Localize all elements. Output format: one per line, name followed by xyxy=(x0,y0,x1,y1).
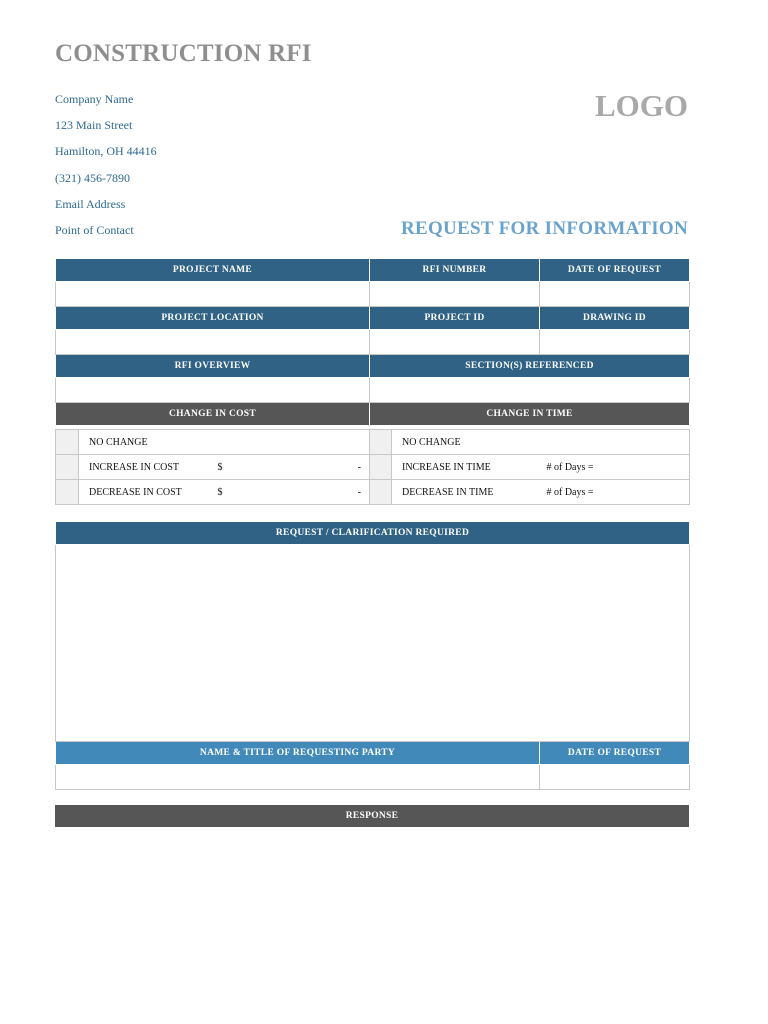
rfi-overview-field[interactable] xyxy=(56,378,370,403)
days-field[interactable]: # of Days = xyxy=(547,480,690,505)
increase-cost-checkbox[interactable] xyxy=(56,455,79,480)
table-row xyxy=(56,430,690,455)
cost-amount-field[interactable] xyxy=(318,430,370,455)
date-of-request-header: DATE OF REQUEST xyxy=(540,259,690,282)
project-name-field[interactable] xyxy=(56,282,370,307)
table-row xyxy=(56,480,690,505)
cost-currency: $ xyxy=(218,480,318,505)
no-change-cost-checkbox[interactable] xyxy=(56,430,79,455)
drawing-id-header: DRAWING ID xyxy=(540,307,690,330)
change-in-time-header: CHANGE IN TIME xyxy=(370,403,690,426)
project-location-header: PROJECT LOCATION xyxy=(56,307,370,330)
company-phone: (321) 456-7890 xyxy=(55,170,130,185)
cost-option-label: DECREASE IN COST xyxy=(79,480,218,505)
project-info-table xyxy=(55,258,690,426)
time-option-label: INCREASE IN TIME xyxy=(392,455,547,480)
change-options-table xyxy=(55,429,690,505)
time-option-label: DECREASE IN TIME xyxy=(392,480,547,505)
rfi-number-header: RFI NUMBER xyxy=(370,259,540,282)
rfi-number-field[interactable] xyxy=(370,282,540,307)
clarification-header: REQUEST / CLARIFICATION REQUIRED xyxy=(56,522,690,545)
response-header: RESPONSE xyxy=(55,805,689,827)
sections-referenced-header: SECTION(S) REFERENCED xyxy=(370,355,690,378)
company-street: 123 Main Street xyxy=(55,118,133,133)
decrease-time-checkbox[interactable] xyxy=(370,480,392,505)
decrease-cost-checkbox[interactable] xyxy=(56,480,79,505)
days-field[interactable] xyxy=(547,430,690,455)
company-contact: Point of Contact xyxy=(55,222,134,237)
no-change-time-checkbox[interactable] xyxy=(370,430,392,455)
document-title: CONSTRUCTION RFI xyxy=(55,40,312,67)
company-name: Company Name xyxy=(55,92,134,106)
sections-referenced-field[interactable] xyxy=(370,378,690,403)
cost-currency xyxy=(218,430,318,455)
company-city: Hamilton, OH 44416 xyxy=(55,144,157,159)
project-name-header: PROJECT NAME xyxy=(56,259,370,282)
company-email: Email Address xyxy=(55,196,126,211)
time-option-label: NO CHANGE xyxy=(392,430,547,455)
cost-currency: $ xyxy=(218,455,318,480)
change-in-cost-header: CHANGE IN COST xyxy=(56,403,370,426)
cost-option-label: INCREASE IN COST xyxy=(79,455,218,480)
requesting-party-header: NAME & TITLE OF REQUESTING PARTY xyxy=(56,742,540,765)
rfi-heading: REQUEST FOR INFORMATION xyxy=(400,218,688,239)
cost-amount-field[interactable]: - xyxy=(318,455,370,480)
drawing-id-field[interactable] xyxy=(540,330,690,355)
table-row xyxy=(56,455,690,480)
date-of-request-field[interactable] xyxy=(540,282,690,307)
cost-option-label: NO CHANGE xyxy=(79,430,218,455)
requesting-party-field[interactable] xyxy=(56,765,540,790)
request-table xyxy=(55,521,690,790)
days-field[interactable]: # of Days = xyxy=(547,455,690,480)
request-date-field[interactable] xyxy=(540,765,690,790)
company-info xyxy=(55,92,157,249)
clarification-field[interactable] xyxy=(56,545,690,742)
request-date-header: DATE OF REQUEST xyxy=(540,742,690,765)
project-location-field[interactable] xyxy=(56,330,370,355)
project-id-header: PROJECT ID xyxy=(370,307,540,330)
cost-amount-field[interactable]: - xyxy=(318,480,370,505)
increase-time-checkbox[interactable] xyxy=(370,455,392,480)
rfi-overview-header: RFI OVERVIEW xyxy=(56,355,370,378)
project-id-field[interactable] xyxy=(370,330,540,355)
logo-placeholder: LOGO xyxy=(594,88,688,123)
